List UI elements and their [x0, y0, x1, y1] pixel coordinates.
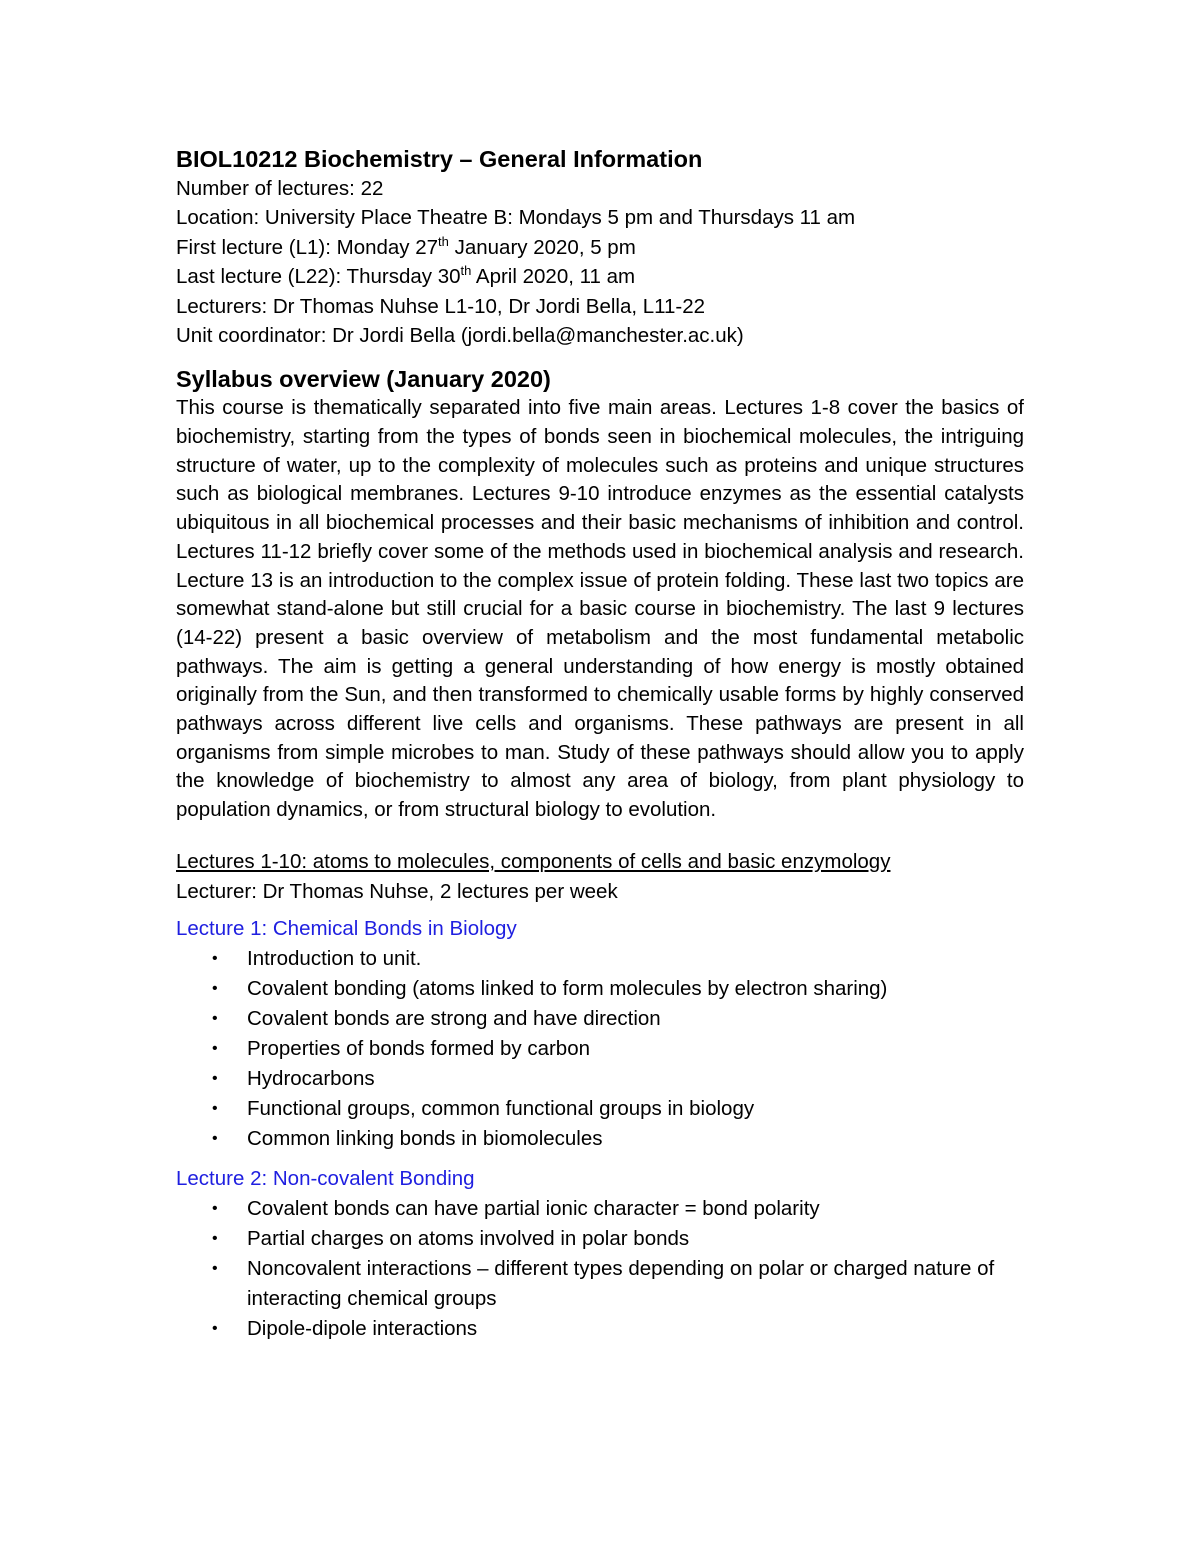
bullet-icon: •: [212, 1010, 218, 1028]
list-item-text: Partial charges on atoms involved in polar bonds: [247, 1227, 690, 1251]
syllabus-title: Syllabus overview (January 2020): [176, 366, 551, 393]
last-lecture-ordinal: th: [460, 263, 472, 279]
list-item-text: Dipole-dipole interactions: [247, 1317, 478, 1341]
bullet-icon: •: [212, 1260, 218, 1278]
last-lecture-info: [176, 262, 1024, 291]
bullet-icon: •: [212, 1230, 218, 1248]
bullet-icon: •: [212, 1040, 218, 1058]
first-lecture-ordinal: th: [438, 233, 449, 249]
lectures-count: Number of lectures: 22: [176, 177, 384, 200]
last-lecture-text: Last lecture (L22): Thursday 30: [176, 265, 461, 289]
list-item-text: Functional groups, common functional groups in biology: [247, 1097, 755, 1121]
list-item: [176, 944, 1024, 974]
first-lecture-date: January 2020, 5 pm: [448, 235, 636, 259]
list-item: [176, 1064, 1024, 1094]
list-item: [176, 1094, 1024, 1124]
list-item: [176, 1124, 1024, 1154]
bullet-icon: •: [212, 1100, 218, 1118]
part1-heading: Lectures 1-10: atoms to molecules, components of cells and basic enzymology: [176, 849, 891, 873]
list-item: [176, 1004, 1024, 1034]
list-item-text: Covalent bonds are strong and have direction: [247, 1007, 661, 1031]
lecture2-title: Lecture 2: Non-covalent Bonding: [176, 1167, 475, 1191]
lecture1-title: Lecture 1: Chemical Bonds in Biology: [176, 917, 517, 941]
document-content: [176, 144, 1024, 1344]
list-item: [176, 1194, 1024, 1224]
list-item-text: Properties of bonds formed by carbon: [247, 1037, 590, 1061]
bullet-icon: •: [212, 1320, 218, 1338]
list-item-text: Noncovalent interactions – different types depending on polar or charged nature of interacting chemical groups: [247, 1257, 995, 1311]
lecture2-list: [176, 1194, 1024, 1344]
first-lecture-info: [176, 233, 1024, 262]
list-item: [176, 1034, 1024, 1064]
lecturers-info: Lecturers: Dr Thomas Nuhse L1-10, Dr Jordi Bella, L11-22: [176, 294, 706, 318]
syllabus-paragraph: This course is thematically separated into five main areas. Lectures 1-8 cover the basics of biochemistry, starting from the types of bonds seen in biochemical molecules, the intriguing structure of water, up to the complexity of molecules such as proteins and unique structures such as biological membranes. Lectures 9-10 introduce enzymes as the essential catalysts ubiquitous in all biochemical processes and their basic mechanisms of inhibition and control. Lectures 11-12 briefly cover some of the methods used in biochemical analysis and research. Lecture 13 is an introduction to the complex issue of protein folding. These last two topics are somewhat stand-alone but still crucial for a basic course in biochemistry. The last 9 lectures (14-22) present a basic overview of metabolism and the most fundamental metabolic pathways. The aim is getting a general understanding of how energy is mostly obtained originally from the Sun, and then transformed to chemically usable forms by highly conserved pathways across different live cells and organisms. These pathways are present in all organisms from simple microbes to man. Study of these pathways should allow you to apply the knowledge of biochemistry to almost any area of biology, from plant physiology to population dynamics, or from structural biology to evolution.: [176, 396, 1024, 822]
list-item-text: Covalent bonding (atoms linked to form molecules by electron sharing): [247, 977, 888, 1001]
bullet-icon: •: [212, 1070, 218, 1088]
list-item-text: Common linking bonds in biomolecules: [247, 1127, 603, 1151]
list-item-text: Hydrocarbons: [247, 1067, 375, 1091]
bullet-icon: •: [212, 1200, 218, 1218]
list-item: [176, 1224, 1024, 1254]
list-item-text: Covalent bonds can have partial ionic character = bond polarity: [247, 1197, 820, 1221]
list-item-text: Introduction to unit.: [247, 947, 422, 971]
bullet-icon: •: [212, 1130, 218, 1148]
location-info: Location: University Place Theatre B: Mondays 5 pm and Thursdays 11 am: [176, 206, 856, 230]
list-item: [176, 1254, 1024, 1314]
document-title: BIOL10212 Biochemistry – General Information: [176, 146, 703, 172]
lecture1-list: [176, 944, 1024, 1154]
list-item: [176, 974, 1024, 1004]
part1-lecturer: Lecturer: Dr Thomas Nuhse, 2 lectures per week: [176, 879, 618, 903]
first-lecture-text: First lecture (L1): Monday 27: [176, 235, 439, 259]
bullet-icon: •: [212, 950, 218, 968]
last-lecture-date: April 2020, 11 am: [471, 265, 636, 289]
coordinator-info: Unit coordinator: Dr Jordi Bella (jordi.bella@manchester.ac.uk): [176, 323, 744, 347]
list-item: [176, 1314, 1024, 1344]
bullet-icon: •: [212, 980, 218, 998]
